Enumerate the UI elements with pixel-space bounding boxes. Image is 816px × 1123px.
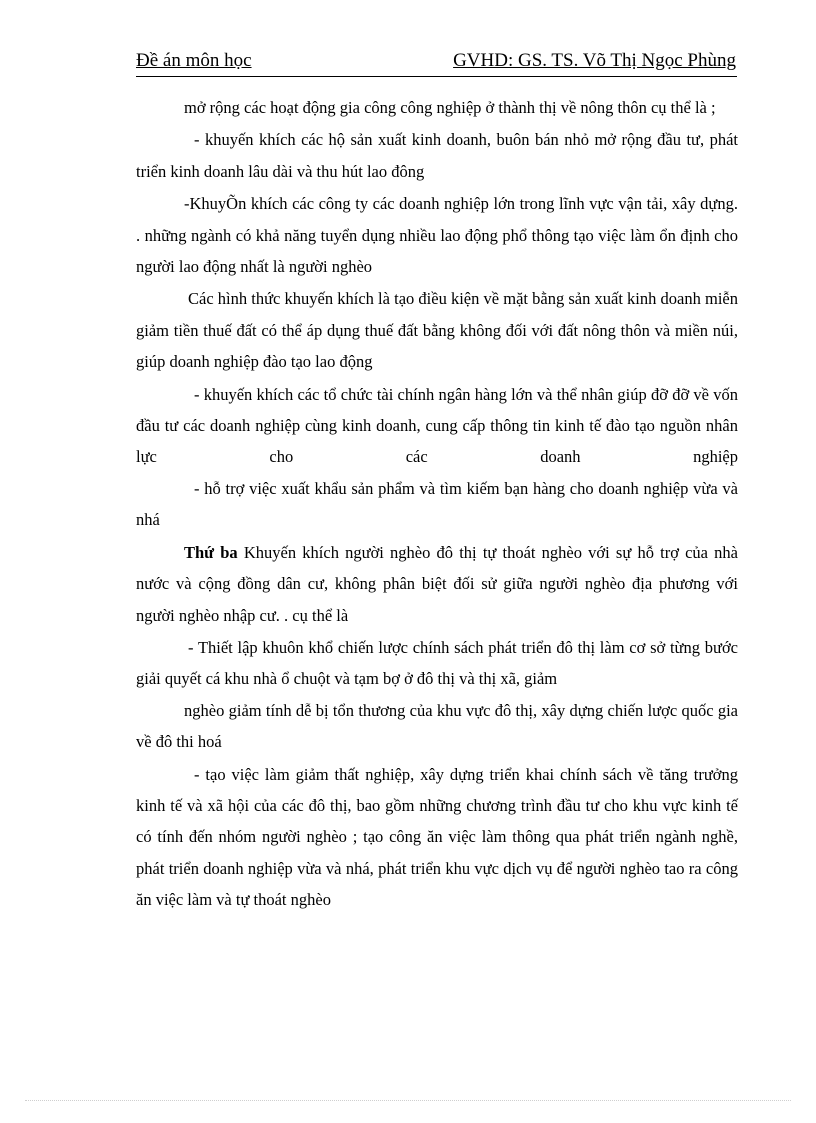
paragraph-4: Các hình thức khuyến khích là tạo điều kiện về mặt bằng sản xuất kinh doanh miễn giảm tiền thuế đất có thể áp dụng thuế đất bằng không đối với đất nông thôn và miền núi, giúp doanh nghiệp đào tạo lao động bbox=[136, 289, 738, 372]
page-bottom-rule bbox=[25, 1100, 791, 1101]
document-body bbox=[136, 92, 738, 916]
paragraph-5: - khuyến khích các tổ chức tài chính ngân hàng lớn và thể nhân giúp đỡ đỡ về vốn đầu tư các doanh nghiệp cùng kinh doanh, cung cấp thông tin kinh tế đào tạo nguồn nhân lực cho các doanh nghiệp bbox=[136, 384, 738, 467]
paragraph-6: - hỗ trợ việc xuất khẩu sản phẩm và tìm kiếm bạn hàng cho doanh nghiệp vừa và nhá bbox=[136, 478, 738, 530]
paragraph-10: - tạo việc làm giảm thất nghiệp, xây dựng triển khai chính sách về tăng trưởng kinh tế và xã hội của các đô thị, bao gồm những chương trình đầu tư cho khu vực kinh tế có tính đến nhóm người nghèo ; tạo công ăn việc làm thông qua phát triển ngành nghề, phát triển doanh nghiệp vừa và nhá, phát triển khu vực dịch vụ để người nghèo tao ra công ăn việc làm và tự thoát nghèo bbox=[136, 764, 738, 910]
thu-ba-label: Thứ ba bbox=[184, 542, 238, 562]
header-supervisor: GVHD: GS. TS. Võ Thị Ngọc Phùng bbox=[453, 50, 736, 71]
paragraph-8: - Thiết lập khuôn khổ chiến lược chính sách phát triển đô thị làm cơ sở từng bước giải quyết cá khu nhà ổ chuột và tạm bợ ở đô thị và thị xã, giảm bbox=[136, 637, 738, 689]
paragraph-7-text: Khuyến khích người nghèo đô thị tự thoát nghèo với sự hỗ trợ của nhà nước và cộng đồng dân cư, không phân biệt đối sử giữa người nghèo địa phương với người nghèo nhập cư. . cụ thể là bbox=[136, 542, 739, 625]
paragraph-7 bbox=[136, 537, 738, 631]
paragraph-2: - khuyến khích các hộ sản xuất kinh doanh, buôn bán nhỏ mở rộng đầu tư, phát triển kinh doanh lâu dài và thu hút lao đông bbox=[136, 130, 738, 181]
paragraph-3: -KhuyÕn khích các công ty các doanh nghiệp lớn trong lĩnh vực vận tải, xây dựng. . những ngành có khả năng tuyển dụng nhiều lao động phổ thông tạo việc làm ổn định cho người lao động nhất là người nghèo bbox=[136, 194, 738, 277]
paragraph-9: nghèo giảm tính dễ bị tổn thương của khu vực đô thị, xây dựng chiến lược quốc gia về đô thi hoá bbox=[136, 700, 738, 752]
paragraph-1: mở rộng các hoạt động gia công công nghiệp ở thành thị về nông thôn cụ thể là ; bbox=[184, 98, 716, 117]
page-header bbox=[136, 50, 737, 77]
header-course-title: Đề án môn học bbox=[136, 50, 252, 71]
